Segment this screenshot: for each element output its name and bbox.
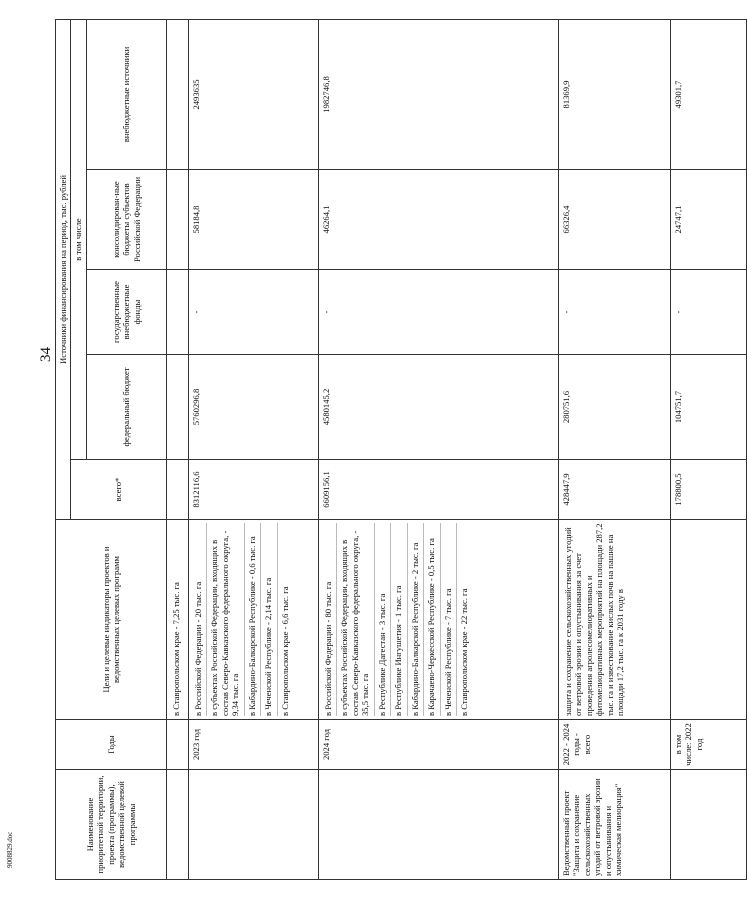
cell-project-name xyxy=(166,770,188,880)
cell-years: 2024 год xyxy=(318,720,558,770)
goal-indicator: в Республике Дагестан - 3 тыс. га xyxy=(375,523,391,716)
cell-state-funds: - xyxy=(318,270,558,355)
table-row xyxy=(188,19,318,879)
cell-offbudget xyxy=(166,19,188,169)
table-row xyxy=(558,19,670,879)
cell-federal: 5760296,8 xyxy=(188,355,318,460)
header-regional: консолидирован-ные бюджеты субъектов Российской Федерации xyxy=(86,170,166,270)
cell-goals xyxy=(670,520,746,720)
table-row xyxy=(166,19,188,879)
header-offbudget: внебюджетные источники xyxy=(86,19,166,169)
cell-goals xyxy=(188,520,318,720)
header-federal: федеральный бюджет xyxy=(86,355,166,460)
goal-indicator: в Ставропольском крае - 22 тыс. га xyxy=(459,588,470,716)
cell-years: в том числе: 2022 год xyxy=(670,720,746,770)
cell-goals xyxy=(318,520,558,720)
goal-indicator: в Кабардино-Балкарской Республике - 0,6 тыс. га xyxy=(245,523,261,716)
table-body xyxy=(166,19,746,879)
cell-project-name xyxy=(318,770,558,880)
cell-years xyxy=(166,720,188,770)
goal-indicator: в Республике Ингушетия - 1 тыс. га xyxy=(391,523,407,716)
cell-regional: 46264,1 xyxy=(318,170,558,270)
cell-offbudget: 2493635 xyxy=(188,19,318,169)
cell-total: 178800,5 xyxy=(670,460,746,520)
cell-federal: 4580145,2 xyxy=(318,355,558,460)
cell-regional: 24747,1 xyxy=(670,170,746,270)
cell-offbudget: 49301,7 xyxy=(670,19,746,169)
cell-years: 2022 - 2024 годы - всего xyxy=(558,720,670,770)
cell-state-funds: - xyxy=(558,270,670,355)
cell-goals xyxy=(558,520,670,720)
cell-total: 428447,9 xyxy=(558,460,670,520)
cell-state-funds: - xyxy=(670,270,746,355)
header-state-funds: государственные внебюджетные фонды xyxy=(86,270,166,355)
goal-indicator: в Ставропольском крае - 7,25 тыс. га xyxy=(170,582,181,716)
financing-table xyxy=(55,19,747,880)
goal-indicator: в Российской Федерации - 80 тыс. га xyxy=(321,523,337,716)
cell-regional: 66326,4 xyxy=(558,170,670,270)
cell-project-name xyxy=(188,770,318,880)
goal-indicator: в Чеченской Республике - 7 тыс. га xyxy=(441,523,457,716)
rotated-table-sheet xyxy=(55,20,704,880)
goal-indicator: в Кабардино-Балкарской Республике - 2 тыс. га xyxy=(408,523,424,716)
document-code: 9008829.doc xyxy=(6,831,14,868)
goal-indicator: в Российской Федерации - 20 тыс. га xyxy=(191,523,207,716)
cell-regional xyxy=(166,170,188,270)
goal-indicator: в Ставропольском крае - 6,6 тыс. га xyxy=(279,586,290,716)
cell-total xyxy=(166,460,188,520)
cell-state-funds: - xyxy=(188,270,318,355)
header-goals: Цели и целевые индикаторы проектов и ведомственных целевых программ xyxy=(56,520,167,720)
table-row xyxy=(318,19,558,879)
table-row xyxy=(670,19,746,879)
cell-federal: 104751,7 xyxy=(670,355,746,460)
cell-offbudget: 1982746,8 xyxy=(318,19,558,169)
page-number: 34 xyxy=(38,347,54,362)
goal-indicator: в Чеченской Республике - 2,14 тыс. га xyxy=(261,523,277,716)
cell-state-funds xyxy=(166,270,188,355)
cell-project-name: Ведомственный проект "Защита и сохранение сельскохозяйственных угодий от ветровой эрозии и опустынивания и химическая мелиорация" xyxy=(558,770,670,880)
goal-indicator: защита и сохранение сельскохозяйственных угодий от ветровой эрозии и опустынивания за счет проведения агролесомелиоративных и фитомелиоративных мероприятий на площади 287,2 тыс. га и известкование кислых почв на пашне на площади 17,2 тыс. га к 2031 году в xyxy=(562,523,626,716)
cell-project-name xyxy=(670,770,746,880)
cell-years: 2023 год xyxy=(188,720,318,770)
cell-total: 6609156,1 xyxy=(318,460,558,520)
cell-regional: 58184,8 xyxy=(188,170,318,270)
cell-total: 8312116,6 xyxy=(188,460,318,520)
goal-indicator: в Карачаево-Черкесской Республике - 0,5 тыс. га xyxy=(424,523,440,716)
cell-offbudget: 81369,9 xyxy=(558,19,670,169)
header-financing-group: Источники финансирования на период, тыс. рублей xyxy=(56,19,71,519)
header-name: Наименование приоритетной территории, проекта (программы), ведомственной целевой программы xyxy=(56,770,167,880)
cell-goals xyxy=(166,520,188,720)
cell-federal: 280751,6 xyxy=(558,355,670,460)
header-total: всего* xyxy=(71,460,166,520)
goal-indicator: в субъектах Российской Федерации, входящих в состав Северо-Кавказского федерального округа, - 35,5 тыс. га xyxy=(337,523,374,716)
header-subgroup: в том числе xyxy=(71,19,86,459)
goal-indicator: в субъектах Российской Федерации, входящих в состав Северо-Кавказского федерального округа, - 9,34 тыс. га xyxy=(207,523,244,716)
header-years: Годы xyxy=(56,720,167,770)
cell-federal xyxy=(166,355,188,460)
